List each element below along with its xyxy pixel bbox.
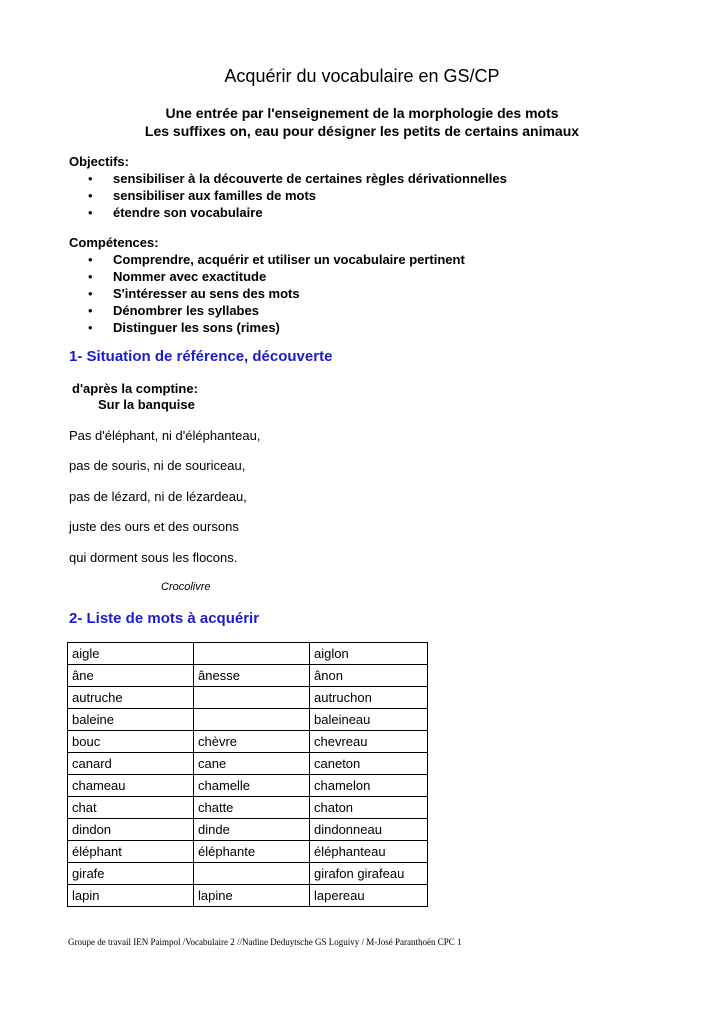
bullet-icon: • — [88, 286, 93, 301]
list-item: • étendre son vocabulaire — [88, 205, 263, 220]
list-item: • Distinguer les sons (rimes) — [88, 320, 280, 335]
poem-source-line: d'après la comptine: — [72, 381, 198, 396]
table-cell: chamelle — [194, 775, 310, 797]
table-row — [68, 775, 428, 797]
table-row — [68, 819, 428, 841]
table-cell: chèvre — [194, 731, 310, 753]
table-row — [68, 797, 428, 819]
bullet-icon: • — [88, 320, 93, 335]
bullet-icon: • — [88, 205, 93, 220]
page-title: Acquérir du vocabulaire en GS/CP — [224, 66, 500, 86]
table-cell — [194, 863, 310, 885]
table-row — [68, 687, 428, 709]
table-cell: chameau — [68, 775, 194, 797]
table-cell: lapine — [194, 885, 310, 907]
table-cell: caneton — [310, 753, 428, 775]
table-cell: chat — [68, 797, 194, 819]
table-row — [68, 731, 428, 753]
table-cell: lapin — [68, 885, 194, 907]
table-row — [68, 643, 428, 665]
table-row — [68, 709, 428, 731]
table-cell — [194, 687, 310, 709]
poem-line: Pas d'éléphant, ni d'éléphanteau, — [69, 428, 261, 443]
table-cell: baleineau — [310, 709, 428, 731]
table-cell: aiglon — [310, 643, 428, 665]
table-cell: girafe — [68, 863, 194, 885]
table-cell: dindonneau — [310, 819, 428, 841]
poem-line: juste des ours et des oursons — [69, 519, 239, 534]
bullet-icon: • — [88, 252, 93, 267]
table-cell: lapereau — [310, 885, 428, 907]
subtitle-line-1: Une entrée par l'enseignement de la morphologie des mots — [165, 105, 559, 121]
table-cell: éléphant — [68, 841, 194, 863]
table-cell: canard — [68, 753, 194, 775]
table-cell — [194, 709, 310, 731]
bullet-icon: • — [88, 188, 93, 203]
table-row — [68, 841, 428, 863]
table-cell: autruche — [68, 687, 194, 709]
table-cell: chatte — [194, 797, 310, 819]
table-cell: dindon — [68, 819, 194, 841]
list-item: • Nommer avec exactitude — [88, 269, 267, 284]
table-cell: éléphante — [194, 841, 310, 863]
table-cell: baleine — [68, 709, 194, 731]
poem-author: Crocolivre — [161, 581, 211, 593]
table-cell: girafon girafeau — [310, 863, 428, 885]
table-cell: ânon — [310, 665, 428, 687]
poem-title: Sur la banquise — [98, 397, 195, 412]
table-row — [68, 665, 428, 687]
table-cell: dinde — [194, 819, 310, 841]
table-row — [68, 753, 428, 775]
competences-list — [88, 251, 465, 336]
table-cell: aigle — [68, 643, 194, 665]
poem-line: pas de souris, ni de souriceau, — [69, 458, 246, 473]
table-row — [68, 885, 428, 907]
objectifs-list — [88, 170, 507, 221]
poem-line: pas de lézard, ni de lézardeau, — [69, 489, 247, 504]
table-cell: cane — [194, 753, 310, 775]
table-cell: ânesse — [194, 665, 310, 687]
list-item: • Comprendre, acquérir et utiliser un vocabulaire pertinent — [88, 252, 465, 267]
table-cell: chevreau — [310, 731, 428, 753]
table-cell — [194, 643, 310, 665]
list-item: • Dénombrer les syllabes — [88, 303, 259, 318]
page-footer: Groupe de travail IEN Paimpol /Vocabulaire 2 //Nadine Deduytsche GS Loguivy / M-José Paranthoën CPC 1 — [68, 937, 462, 947]
vocabulary-table — [67, 642, 428, 907]
list-item: • sensibiliser aux familles de mots — [88, 188, 317, 203]
table-cell: autruchon — [310, 687, 428, 709]
table-cell: chamelon — [310, 775, 428, 797]
bullet-icon: • — [88, 303, 93, 318]
table-cell: chaton — [310, 797, 428, 819]
table-row — [68, 863, 428, 885]
competences-heading: Compétences: — [69, 235, 159, 250]
table-cell: bouc — [68, 731, 194, 753]
list-item: • S'intéresser au sens des mots — [88, 286, 300, 301]
section-2-heading: 2- Liste de mots à acquérir — [69, 610, 260, 627]
section-1-heading: 1- Situation de référence, découverte — [69, 348, 333, 365]
subtitle-line-2: Les suffixes on, eau pour désigner les petits de certains animaux — [144, 123, 580, 139]
bullet-icon: • — [88, 269, 93, 284]
bullet-icon: • — [88, 171, 93, 186]
poem-line: qui dorment sous les flocons. — [69, 550, 238, 565]
objectifs-heading: Objectifs: — [69, 154, 129, 169]
table-cell: âne — [68, 665, 194, 687]
table-cell: éléphanteau — [310, 841, 428, 863]
list-item: • sensibiliser à la découverte de certaines règles dérivationnelles — [88, 171, 507, 186]
